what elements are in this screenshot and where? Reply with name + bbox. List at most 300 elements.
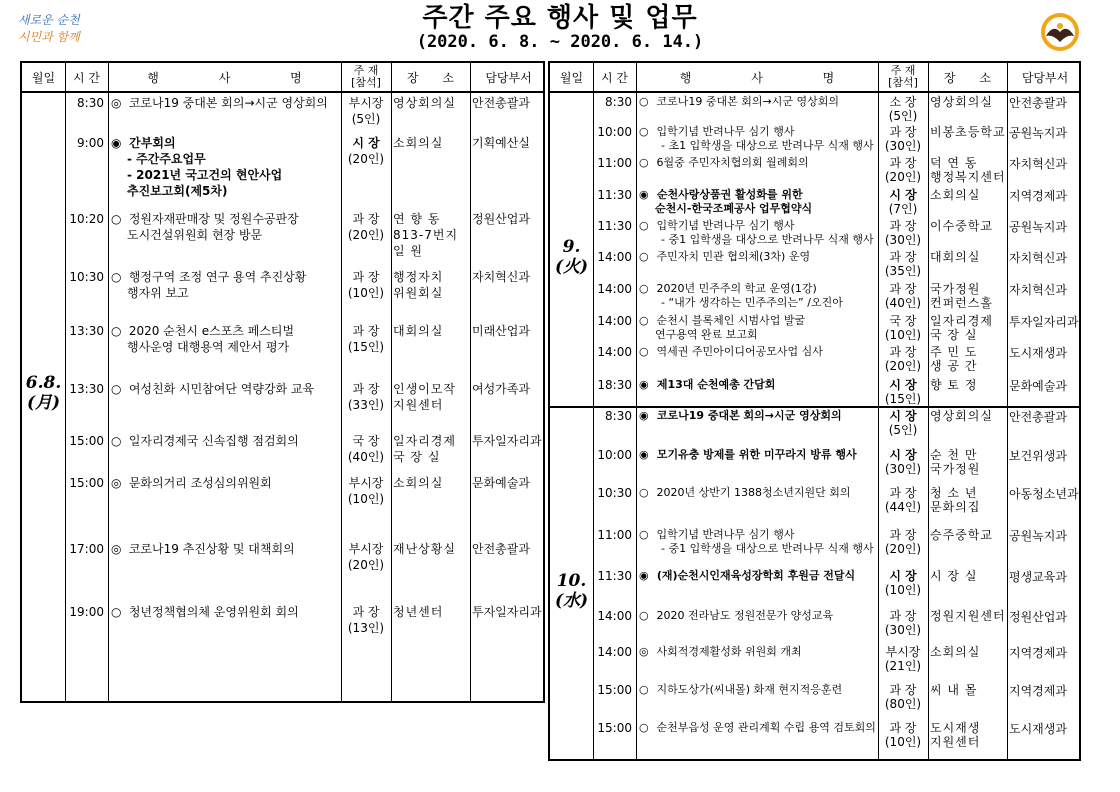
place-line: 영상회의실 xyxy=(930,95,993,109)
event-time: 11:30 xyxy=(597,219,632,233)
header-host xyxy=(878,63,928,91)
event-marker: ◎ xyxy=(111,542,122,556)
host-attendees: (30인) xyxy=(884,139,922,153)
event-place xyxy=(930,156,1006,184)
place-line: 정원지원센터 xyxy=(930,609,1006,623)
event-name xyxy=(639,188,877,216)
place-line: 생 공 간 xyxy=(930,359,978,373)
place-line: 문화의집 xyxy=(930,500,981,514)
event-host xyxy=(341,135,391,167)
event-place xyxy=(930,409,1006,423)
event-time: 10:30 xyxy=(597,486,632,500)
event-name xyxy=(111,541,340,557)
event-time: 11:30 xyxy=(597,569,632,583)
event-line: ○ 2020 순천시 e스포츠 페스티벌 xyxy=(111,324,295,338)
event-host xyxy=(878,125,928,153)
event-place xyxy=(393,211,469,259)
event-line: 순천시-한국조폐공사 업무협약식 xyxy=(655,202,813,215)
event-place xyxy=(930,528,1006,542)
event-marker: ○ xyxy=(639,721,649,734)
event-dept: 지역경제과 xyxy=(1009,684,1067,698)
event-dept: 문화예술과 xyxy=(1009,379,1067,393)
event-place xyxy=(930,486,1006,514)
host-title: 부시장 xyxy=(348,96,384,110)
event-time: 11:30 xyxy=(597,188,632,202)
event-line: ◎ 문화의거리 조성심의위원회 xyxy=(111,476,272,490)
host-attendees: (5인) xyxy=(351,112,381,126)
event-time: 15:00 xyxy=(69,434,104,448)
event-host xyxy=(878,609,928,637)
event-time: 8:30 xyxy=(605,95,632,109)
event-line: ○ 정원자재판매장 및 정원수공판장 xyxy=(111,212,299,226)
place-line: 연 향 동 xyxy=(393,212,441,226)
event-line: ○ 입학기념 반려나무 심기 행사 xyxy=(639,125,795,138)
day-label xyxy=(550,237,593,277)
event-place xyxy=(930,282,1006,310)
event-dept: 투자일자리과 xyxy=(1009,315,1079,329)
place-line: 소회의실 xyxy=(930,645,981,659)
event-name xyxy=(111,135,340,199)
header-host xyxy=(341,63,391,91)
event-dept: 자치혁신과 xyxy=(1009,157,1067,171)
event-name xyxy=(639,156,877,170)
event-name xyxy=(111,211,340,243)
event-time: 13:30 xyxy=(69,324,104,338)
event-time: 13:30 xyxy=(69,382,104,396)
header-place xyxy=(928,63,1007,91)
column-divider xyxy=(636,63,637,759)
column-divider xyxy=(391,63,392,701)
event-dept: 안전총괄과 xyxy=(1009,410,1067,424)
event-line: 연구용역 완료 보고회 xyxy=(655,328,758,341)
event-dept: 안전총괄과 xyxy=(1009,96,1067,110)
event-line: ○ 입학기념 반려나무 심기 행사 xyxy=(639,219,795,232)
event-time: 15:00 xyxy=(597,721,632,735)
host-attendees: (15인) xyxy=(347,340,385,354)
event-host xyxy=(878,409,928,437)
event-host xyxy=(341,269,391,301)
event-dept: 여성가족과 xyxy=(472,382,530,396)
event-dept: 지역경제과 xyxy=(1009,646,1067,660)
place-line: 영상회의실 xyxy=(930,409,993,423)
page-subtitle: (2020. 6. 8. ~ 2020. 6. 14.) xyxy=(416,32,704,52)
host-attendees: (15인) xyxy=(884,392,922,406)
event-name xyxy=(639,345,877,359)
event-line: ○ 지하도상가(씨내몰) 화재 현지적응훈련 xyxy=(639,683,843,696)
event-line: ◉ 순천사랑상품권 활성화를 위한 xyxy=(639,188,803,201)
host-attendees: (80인) xyxy=(884,697,922,711)
event-time: 10:00 xyxy=(597,125,632,139)
event-time: 17:00 xyxy=(69,542,104,556)
event-host xyxy=(878,95,928,123)
place-line: 씨 내 몰 xyxy=(930,683,978,697)
event-marker: ○ xyxy=(639,683,649,696)
header-place xyxy=(391,63,470,91)
event-name xyxy=(639,250,877,264)
event-time: 11:00 xyxy=(597,156,632,170)
event-place xyxy=(393,323,469,339)
header-host-line1: 주 재 xyxy=(353,64,379,77)
event-time: 8:30 xyxy=(77,96,104,110)
event-line: ○ 코로나19 중대본 회의→시군 영상회의 xyxy=(639,95,839,108)
event-line: ○ 2020 전라남도 정원전문가 양성교육 xyxy=(639,609,834,622)
host-attendees: (10인) xyxy=(347,492,385,506)
event-marker: ○ xyxy=(639,250,649,263)
host-attendees: (30인) xyxy=(884,233,922,247)
event-name xyxy=(111,433,340,449)
header-host-line2: [참석] xyxy=(351,76,381,89)
event-name xyxy=(639,683,877,697)
page-title: 주간 주요 행사 및 업무 xyxy=(422,3,698,33)
event-time: 14:00 xyxy=(597,282,632,296)
host-title: 과 장 xyxy=(889,250,917,264)
event-host xyxy=(878,188,928,216)
event-dept: 공원녹지과 xyxy=(1009,220,1067,234)
host-attendees: (30인) xyxy=(884,462,922,476)
place-line: 일 원 xyxy=(393,244,423,258)
event-place xyxy=(393,135,469,151)
host-title: 과 장 xyxy=(889,486,917,500)
place-line: 비봉초등학교 xyxy=(930,125,1006,139)
city-emblem-icon xyxy=(1040,12,1080,52)
header-event xyxy=(108,63,341,91)
host-attendees: (44인) xyxy=(884,500,922,514)
event-place xyxy=(930,569,1006,583)
event-marker: ○ xyxy=(639,125,649,138)
header-date xyxy=(22,63,65,91)
place-line: 지원센터 xyxy=(930,735,981,749)
event-marker: ◉ xyxy=(639,409,649,422)
host-title: 과 장 xyxy=(889,219,917,233)
column-divider xyxy=(470,63,471,701)
header-date-label: 월일 xyxy=(31,70,56,85)
event-line: ○ 일자리경제국 신속집행 점검회의 xyxy=(111,434,299,448)
host-attendees: (13인) xyxy=(347,621,385,635)
event-name xyxy=(111,95,340,111)
header-dept xyxy=(1007,63,1081,91)
event-name xyxy=(639,219,877,247)
day-weekday: (月) xyxy=(26,393,61,413)
host-attendees: (40인) xyxy=(884,296,922,310)
place-line: 컨퍼런스홀 xyxy=(930,296,993,310)
event-marker: ◉ xyxy=(639,448,649,461)
host-title: 과 장 xyxy=(352,324,380,338)
event-line: - “내가 생각하는 민주주의는” /오진아 xyxy=(661,296,843,309)
event-host xyxy=(878,683,928,711)
event-dept: 문화예술과 xyxy=(472,476,530,490)
header-event-label: 행 사 명 xyxy=(147,70,330,85)
event-line: ○ 행정구역 조정 연구 용역 추진상황 xyxy=(111,270,307,284)
host-attendees: (35인) xyxy=(884,264,922,278)
place-line: 승주중학교 xyxy=(930,528,993,542)
event-place xyxy=(393,381,469,413)
event-line: ○ 2020년 상반기 1388청소년지원단 회의 xyxy=(639,486,851,499)
host-attendees: (20인) xyxy=(884,359,922,373)
event-host xyxy=(341,541,391,573)
host-attendees: (5인) xyxy=(888,109,918,123)
event-place xyxy=(393,95,469,111)
event-line: ○ 순천시 블록체인 시범사업 발굴 xyxy=(639,314,806,327)
event-time: 14:00 xyxy=(597,645,632,659)
event-dept: 투자일자리과 xyxy=(472,434,542,448)
event-host xyxy=(341,475,391,507)
header-divider xyxy=(550,91,1079,93)
event-marker: ○ xyxy=(639,156,649,169)
host-title: 시 장 xyxy=(889,409,917,423)
event-dept: 안전총괄과 xyxy=(472,96,530,110)
host-title: 시 장 xyxy=(889,569,917,583)
place-line: 국가정원 xyxy=(930,282,981,296)
event-host xyxy=(341,381,391,413)
host-title: 과 장 xyxy=(352,212,380,226)
place-line: 덕 연 동 xyxy=(930,156,978,170)
event-marker: ◎ xyxy=(639,645,649,658)
day-date: 9. xyxy=(562,237,581,257)
place-line: 813-7번지 xyxy=(393,228,459,242)
host-title: 과 장 xyxy=(889,156,917,170)
event-marker: ◎ xyxy=(111,96,122,110)
host-attendees: (33인) xyxy=(347,398,385,412)
event-line: ○ 역세권 주민아이디어공모사업 심사 xyxy=(639,345,823,358)
host-title: 국 장 xyxy=(352,434,380,448)
event-marker: ○ xyxy=(639,486,649,499)
event-line: ○ 2020년 민주주의 학교 운영(1강) xyxy=(639,282,817,295)
event-host xyxy=(878,282,928,310)
event-marker: ○ xyxy=(639,345,649,358)
event-place xyxy=(930,188,1006,202)
event-line: 행자위 보고 xyxy=(127,286,189,300)
event-time: 10:00 xyxy=(597,448,632,462)
event-line: ◉ 모기유충 방제를 위한 미꾸라지 방류 행사 xyxy=(639,448,857,461)
event-host xyxy=(878,378,928,406)
event-marker: ◉ xyxy=(639,569,649,582)
day-label xyxy=(550,571,593,611)
header-place-label: 장 소 xyxy=(944,70,1001,85)
event-marker: ○ xyxy=(639,609,649,622)
event-line: 도시건설위원회 현장 방문 xyxy=(127,228,263,242)
event-marker: ○ xyxy=(111,434,122,448)
host-attendees: (7인) xyxy=(888,202,918,216)
event-time: 10:20 xyxy=(69,212,104,226)
event-line: ○ 주민자치 민관 협의체(3차) 운영 xyxy=(639,250,811,263)
host-title: 시 장 xyxy=(889,378,917,392)
host-attendees: (20인) xyxy=(347,558,385,572)
header-event-label: 행 사 명 xyxy=(679,70,863,85)
host-attendees: (10인) xyxy=(884,583,922,597)
place-line: 일자리경제 xyxy=(393,434,456,448)
event-place xyxy=(393,541,469,557)
place-line: 위원회실 xyxy=(393,286,444,300)
header-date-label: 월일 xyxy=(559,70,584,85)
header-dept xyxy=(470,63,545,91)
event-dept: 도시재생과 xyxy=(1009,722,1067,736)
event-marker: ◉ xyxy=(639,188,649,201)
event-host xyxy=(341,604,391,636)
event-line: ○ 6월중 주민자치협의회 월례회의 xyxy=(639,156,809,169)
event-host xyxy=(341,433,391,465)
event-time: 11:00 xyxy=(597,528,632,542)
event-marker: ○ xyxy=(111,212,122,226)
event-line: ◉ (재)순천시인재육성장학회 후원금 전달식 xyxy=(639,569,856,582)
host-title: 과 장 xyxy=(889,609,917,623)
event-name xyxy=(111,604,340,620)
header-dept-label: 담당부서 xyxy=(485,70,532,85)
day-divider xyxy=(550,406,1079,408)
place-line: 행정복지센터 xyxy=(930,170,1006,184)
event-name xyxy=(639,721,877,735)
event-dept: 기획예산실 xyxy=(472,136,530,150)
slogan-line-2: 시민과 함께 xyxy=(18,30,80,44)
header-host-line1: 주 재 xyxy=(890,64,916,77)
event-dept: 평생교육과 xyxy=(1009,570,1067,584)
host-title: 소 장 xyxy=(889,95,917,109)
place-line: 주 민 도 xyxy=(930,345,978,359)
event-dept: 보건위생과 xyxy=(1009,449,1067,463)
host-title: 과 장 xyxy=(889,721,917,735)
place-line: 향 토 정 xyxy=(930,378,978,392)
header-time-label: 시 간 xyxy=(601,70,628,85)
event-line: - 중1 입학생을 대상으로 반려나무 식재 행사 xyxy=(661,542,874,555)
event-host xyxy=(341,323,391,355)
event-time: 8:30 xyxy=(605,409,632,423)
event-name xyxy=(639,486,877,500)
host-attendees: (10인) xyxy=(347,286,385,300)
place-line: 소회의실 xyxy=(393,136,444,150)
place-line: 도시재생 xyxy=(930,721,981,735)
event-place xyxy=(930,125,1006,139)
header-dept-label: 담당부서 xyxy=(1021,70,1069,85)
event-host xyxy=(878,486,928,514)
host-title: 과 장 xyxy=(889,683,917,697)
event-time: 14:00 xyxy=(597,314,632,328)
event-marker: ○ xyxy=(111,605,122,619)
event-time: 14:00 xyxy=(597,250,632,264)
event-dept: 도시재생과 xyxy=(1009,346,1067,360)
event-host xyxy=(878,721,928,749)
event-line: 행사운영 대행용역 제안서 평가 xyxy=(127,340,290,354)
event-name xyxy=(639,125,877,153)
place-line: 대회의실 xyxy=(393,324,444,338)
host-attendees: (10인) xyxy=(884,328,922,342)
event-host xyxy=(878,250,928,278)
header-host-line2: [참석] xyxy=(888,76,918,89)
host-attendees: (21인) xyxy=(884,659,922,673)
place-line: 대회의실 xyxy=(930,250,981,264)
event-host xyxy=(878,345,928,373)
event-place xyxy=(930,378,1006,392)
day-label xyxy=(22,373,65,413)
event-place xyxy=(930,448,1006,476)
event-place xyxy=(393,475,469,491)
event-dept: 투자일자리과 xyxy=(472,605,542,619)
event-dept: 공원녹지과 xyxy=(1009,126,1067,140)
place-line: 순 천 만 xyxy=(930,448,978,462)
event-dept: 공원녹지과 xyxy=(1009,529,1067,543)
event-name xyxy=(639,528,877,556)
host-title: 과 장 xyxy=(889,125,917,139)
event-line: ○ 입학기념 반려나무 심기 행사 xyxy=(639,528,795,541)
event-dept: 자치혁신과 xyxy=(1009,283,1067,297)
event-line: ◎ 코로나19 중대본 회의→시군 영상회의 xyxy=(111,96,328,110)
header-place-label: 장 소 xyxy=(407,70,464,85)
host-title: 부시장 xyxy=(885,645,921,659)
place-line: 청년센터 xyxy=(393,605,444,619)
host-title: 부시장 xyxy=(348,476,384,490)
event-name xyxy=(111,475,340,491)
event-line: ◉ 코로나19 중대본 회의→시군 영상회의 xyxy=(639,409,842,422)
event-name xyxy=(111,269,340,301)
event-name xyxy=(639,569,877,583)
place-line: 지원센터 xyxy=(393,398,444,412)
event-host xyxy=(341,211,391,243)
host-attendees: (20인) xyxy=(347,152,385,166)
event-marker: ○ xyxy=(639,528,649,541)
event-place xyxy=(393,433,469,465)
day-weekday: (火) xyxy=(554,257,589,277)
event-name xyxy=(639,409,877,423)
host-title: 과 장 xyxy=(352,382,380,396)
event-dept: 미래산업과 xyxy=(472,324,530,338)
event-marker: ◉ xyxy=(111,136,122,150)
event-place xyxy=(930,345,1006,373)
event-time: 18:30 xyxy=(597,378,632,392)
event-host xyxy=(878,156,928,184)
host-title: 시 장 xyxy=(352,136,380,150)
host-title: 부시장 xyxy=(348,542,384,556)
event-host xyxy=(878,448,928,476)
host-attendees: (20인) xyxy=(884,542,922,556)
header-time-label: 시 간 xyxy=(73,70,100,85)
event-marker: ○ xyxy=(111,382,122,396)
place-line: 행정자치 xyxy=(393,270,444,284)
event-marker: ○ xyxy=(639,219,649,232)
event-time: 9:00 xyxy=(77,136,104,150)
event-marker: ○ xyxy=(639,314,649,327)
event-line: - 2021년 국고건의 현안사업 xyxy=(127,168,283,182)
event-dept: 지역경제과 xyxy=(1009,189,1067,203)
event-dept: 정원산업과 xyxy=(1009,610,1067,624)
event-time: 15:00 xyxy=(597,683,632,697)
event-place xyxy=(393,269,469,301)
place-line: 영상회의실 xyxy=(393,96,456,110)
event-name xyxy=(639,95,877,109)
event-line: ○ 여성친화 시민참여단 역량강화 교육 xyxy=(111,382,315,396)
event-place xyxy=(393,604,469,620)
event-line: - 주간주요업무 xyxy=(127,152,206,166)
event-name xyxy=(639,282,877,310)
event-line: 추진보고회(제5차) xyxy=(127,184,228,198)
header-event xyxy=(636,63,878,91)
host-attendees: (20인) xyxy=(347,228,385,242)
place-line: 국 장 실 xyxy=(930,328,978,342)
host-attendees: (20인) xyxy=(884,170,922,184)
event-line: ○ 순천부읍성 운영 관리계획 수립 용역 검토회의 xyxy=(639,721,876,734)
event-time: 14:00 xyxy=(597,609,632,623)
event-line: ◎ 사회적경제활성화 위원회 개최 xyxy=(639,645,802,658)
place-line: 소회의실 xyxy=(393,476,444,490)
event-time: 15:00 xyxy=(69,476,104,490)
event-dept: 안전총괄과 xyxy=(472,542,530,556)
column-divider xyxy=(928,63,929,759)
place-line: 일자리경제 xyxy=(930,314,993,328)
day-weekday: (水) xyxy=(554,591,589,611)
day-date: 10. xyxy=(556,571,587,591)
event-place xyxy=(930,683,1006,697)
event-host xyxy=(878,528,928,556)
header-divider xyxy=(22,91,543,93)
place-line: 소회의실 xyxy=(930,188,981,202)
place-line: 청 소 년 xyxy=(930,486,978,500)
